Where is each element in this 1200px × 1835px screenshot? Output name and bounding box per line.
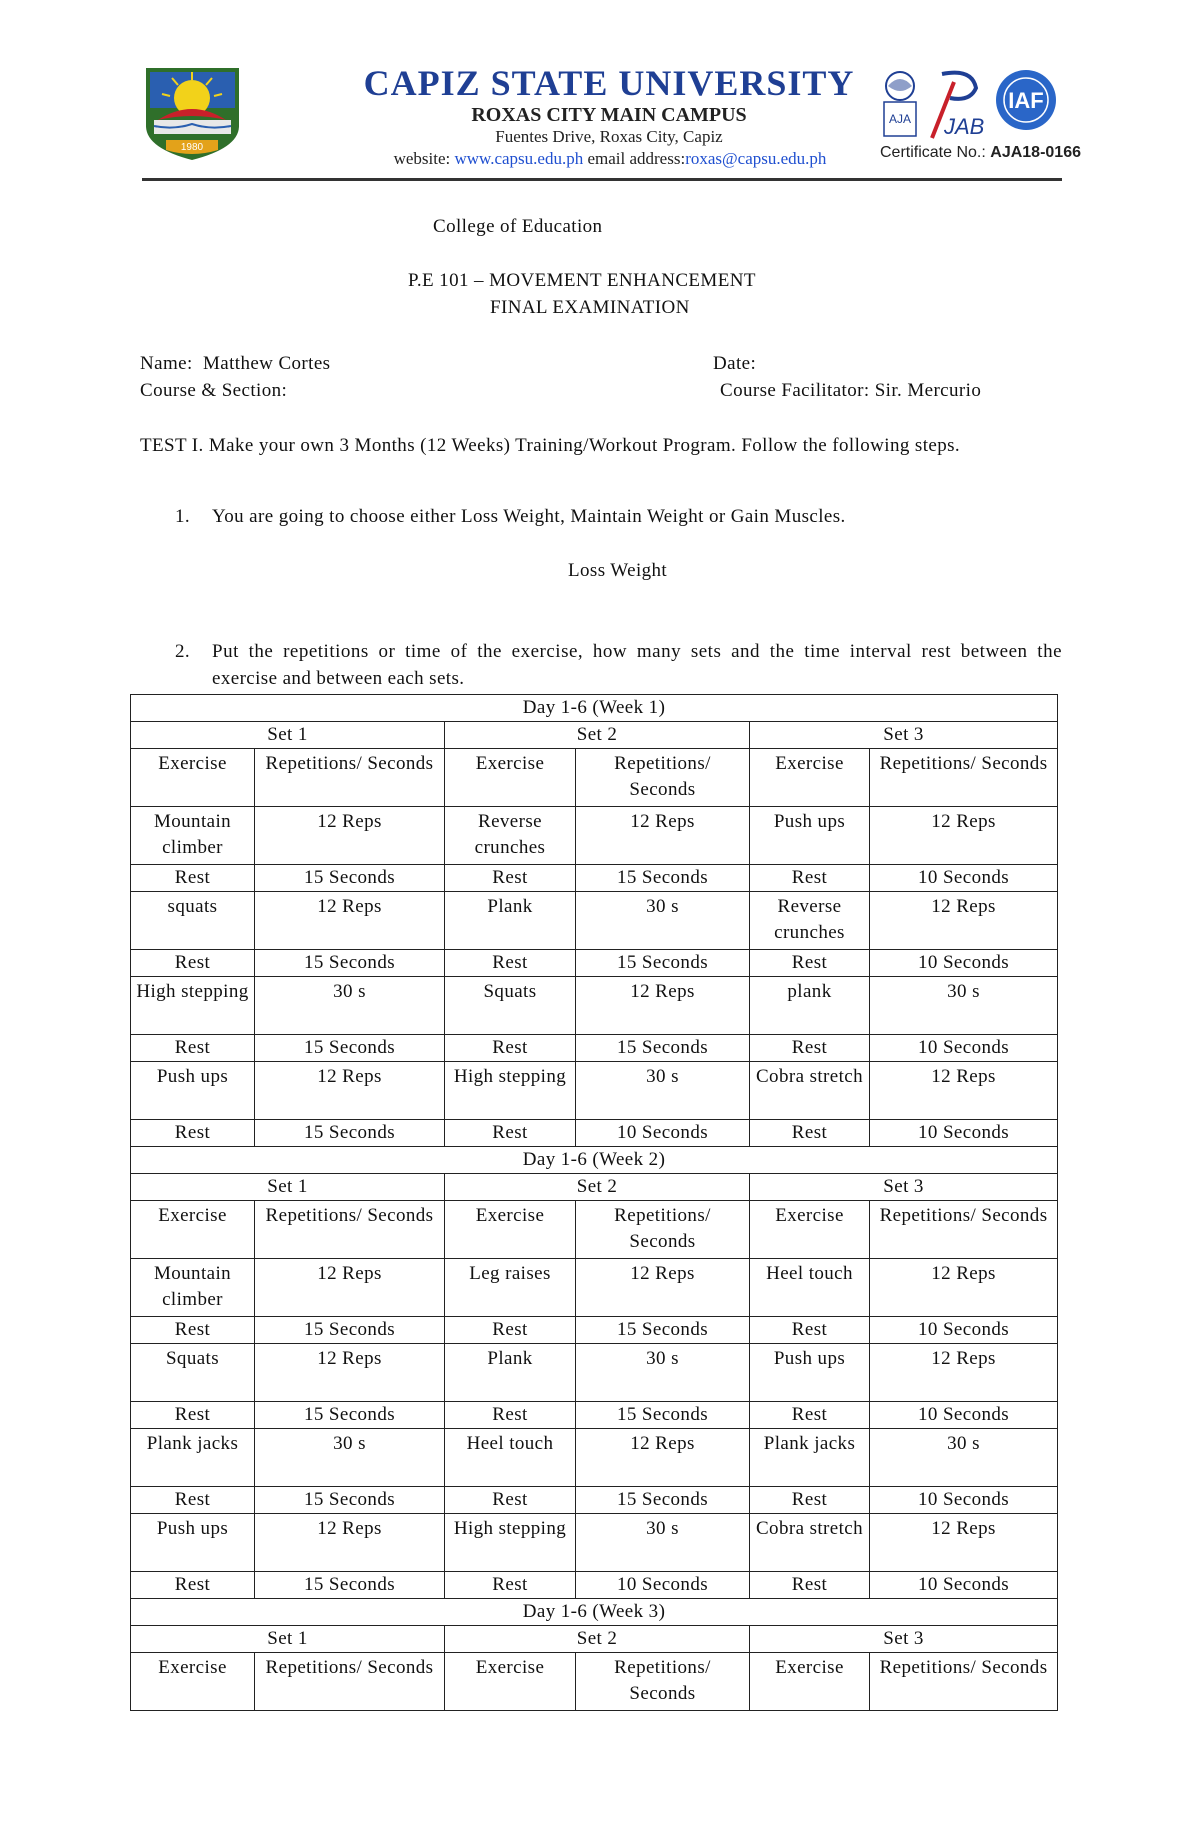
aja-logo bbox=[884, 72, 916, 136]
rest-cell: Rest bbox=[131, 950, 255, 977]
exercise-row bbox=[131, 1429, 1058, 1487]
exercise-header: Exercise bbox=[750, 749, 870, 807]
university-seal-logo bbox=[144, 68, 241, 162]
set-label: Set 2 bbox=[445, 1174, 750, 1201]
week-title: Day 1-6 (Week 3) bbox=[131, 1599, 1058, 1626]
reps-header: Repetitions/ Seconds bbox=[576, 1653, 750, 1711]
reps-cell: 12 Reps bbox=[255, 807, 445, 865]
exercise-cell: Mountain climber bbox=[131, 807, 255, 865]
exercise-cell: Cobra stretch bbox=[750, 1514, 870, 1572]
reps-cell: 12 Reps bbox=[576, 977, 750, 1035]
aja-mark: AJA bbox=[888, 112, 912, 126]
column-header-row bbox=[131, 749, 1058, 807]
reps-header: Repetitions/ Seconds bbox=[870, 1201, 1058, 1259]
reps-cell: 15 Seconds bbox=[576, 950, 750, 977]
workout-schedule-table bbox=[130, 694, 1058, 1711]
exercise-cell: Reverse crunches bbox=[445, 807, 576, 865]
reps-cell: 30 s bbox=[870, 1429, 1058, 1487]
test-instruction: TEST I. Make your own 3 Months (12 Weeks) Training/Workout Program. Follow the following steps. bbox=[140, 435, 961, 456]
rest-cell: Rest bbox=[131, 1120, 255, 1147]
reps-cell: 12 Reps bbox=[870, 1062, 1058, 1120]
week-title: Day 1-6 (Week 2) bbox=[131, 1147, 1058, 1174]
reps-cell: 15 Seconds bbox=[576, 1402, 750, 1429]
reps-cell: 12 Reps bbox=[870, 892, 1058, 950]
rest-row bbox=[131, 1402, 1058, 1429]
rest-row bbox=[131, 1035, 1058, 1062]
facilitator-line bbox=[720, 380, 981, 402]
reps-header: Repetitions/ Seconds bbox=[255, 749, 445, 807]
reps-cell: 12 Reps bbox=[576, 1429, 750, 1487]
jab-mark: JAB bbox=[944, 114, 985, 139]
reps-cell: 15 Seconds bbox=[255, 1402, 445, 1429]
exercise-cell: Heel touch bbox=[750, 1259, 870, 1317]
campus-address: Fuentes Drive, Roxas City, Capiz bbox=[495, 127, 723, 146]
reps-cell: 10 Seconds bbox=[870, 1402, 1058, 1429]
set-label: Set 2 bbox=[445, 722, 750, 749]
reps-cell: 30 s bbox=[576, 1344, 750, 1402]
exercise-header: Exercise bbox=[131, 1201, 255, 1259]
step2-text-line2: exercise and between each sets. bbox=[212, 668, 465, 689]
reps-cell: 12 Reps bbox=[576, 807, 750, 865]
step1-number: 1. bbox=[175, 506, 191, 527]
reps-header: Repetitions/ Seconds bbox=[870, 749, 1058, 807]
step2-number: 2. bbox=[175, 641, 191, 662]
set-label: Set 3 bbox=[750, 722, 1058, 749]
exercise-row bbox=[131, 892, 1058, 950]
reps-cell: 30 s bbox=[576, 892, 750, 950]
exercise-cell: plank bbox=[750, 977, 870, 1035]
exercise-cell: High stepping bbox=[445, 1514, 576, 1572]
reps-cell: 15 Seconds bbox=[255, 950, 445, 977]
exercise-cell: Cobra stretch bbox=[750, 1062, 870, 1120]
email-link[interactable]: roxas@capsu.edu.ph bbox=[685, 149, 827, 168]
reps-cell: 30 s bbox=[576, 1514, 750, 1572]
reps-cell: 15 Seconds bbox=[576, 1487, 750, 1514]
reps-cell: 10 Seconds bbox=[576, 1572, 750, 1599]
reps-cell: 12 Reps bbox=[255, 1259, 445, 1317]
set-label-row bbox=[131, 1626, 1058, 1653]
reps-cell: 10 Seconds bbox=[870, 1317, 1058, 1344]
reps-cell: 30 s bbox=[870, 977, 1058, 1035]
exercise-row bbox=[131, 1259, 1058, 1317]
step1-text: You are going to choose either Loss Weight, Maintain Weight or Gain Muscles. bbox=[212, 506, 846, 527]
exercise-row bbox=[131, 1514, 1058, 1572]
header-divider bbox=[142, 178, 1062, 181]
rest-cell: Rest bbox=[445, 1402, 576, 1429]
rest-row bbox=[131, 1120, 1058, 1147]
reps-cell: 15 Seconds bbox=[576, 865, 750, 892]
exercise-cell: High stepping bbox=[131, 977, 255, 1035]
column-header-row bbox=[131, 1653, 1058, 1711]
exercise-cell: Push ups bbox=[131, 1062, 255, 1120]
rest-cell: Rest bbox=[750, 950, 870, 977]
reps-cell: 15 Seconds bbox=[255, 1120, 445, 1147]
set-label: Set 1 bbox=[131, 1626, 445, 1653]
campus-name: ROXAS CITY MAIN CAMPUS bbox=[471, 104, 747, 126]
exercise-header: Exercise bbox=[445, 1201, 576, 1259]
exercise-row bbox=[131, 1344, 1058, 1402]
course-section-label: Course & Section: bbox=[140, 380, 288, 401]
reps-cell: 30 s bbox=[255, 1429, 445, 1487]
college-name: College of Education bbox=[433, 216, 603, 237]
exercise-cell: Leg raises bbox=[445, 1259, 576, 1317]
rest-cell: Rest bbox=[445, 1317, 576, 1344]
rest-cell: Rest bbox=[750, 1487, 870, 1514]
reps-cell: 12 Reps bbox=[870, 1259, 1058, 1317]
exercise-cell: Squats bbox=[445, 977, 576, 1035]
reps-cell: 15 Seconds bbox=[255, 1572, 445, 1599]
reps-cell: 15 Seconds bbox=[576, 1317, 750, 1344]
set-label-row bbox=[131, 722, 1058, 749]
week-title: Day 1-6 (Week 1) bbox=[131, 695, 1058, 722]
reps-cell: 30 s bbox=[576, 1062, 750, 1120]
exercise-header: Exercise bbox=[750, 1201, 870, 1259]
cert-label: Certificate No.: bbox=[880, 144, 986, 161]
reps-header: Repetitions/ Seconds bbox=[576, 749, 750, 807]
reps-cell: 12 Reps bbox=[255, 1514, 445, 1572]
exercise-cell: Push ups bbox=[750, 1344, 870, 1402]
rest-row bbox=[131, 1572, 1058, 1599]
name-value: Matthew Cortes bbox=[202, 353, 331, 374]
exercise-cell: Push ups bbox=[750, 807, 870, 865]
exam-title: FINAL EXAMINATION bbox=[490, 297, 690, 318]
exercise-cell: High stepping bbox=[445, 1062, 576, 1120]
course-title: P.E 101 – MOVEMENT ENHANCEMENT bbox=[408, 270, 756, 291]
rest-cell: Rest bbox=[445, 1035, 576, 1062]
rest-cell: Rest bbox=[750, 1035, 870, 1062]
rest-cell: Rest bbox=[131, 1317, 255, 1344]
rest-cell: Rest bbox=[750, 1572, 870, 1599]
column-header-row bbox=[131, 1201, 1058, 1259]
set-label-row bbox=[131, 1174, 1058, 1201]
set-label: Set 1 bbox=[131, 1174, 445, 1201]
reps-cell: 12 Reps bbox=[255, 1062, 445, 1120]
exercise-header: Exercise bbox=[750, 1653, 870, 1711]
reps-cell: 12 Reps bbox=[255, 892, 445, 950]
contact-line bbox=[330, 149, 890, 169]
website-label: website: bbox=[393, 149, 451, 168]
rest-cell: Rest bbox=[131, 1487, 255, 1514]
rest-cell: Rest bbox=[445, 865, 576, 892]
rest-row bbox=[131, 950, 1058, 977]
reps-cell: 12 Reps bbox=[870, 1514, 1058, 1572]
reps-cell: 12 Reps bbox=[576, 1259, 750, 1317]
reps-cell: 12 Reps bbox=[870, 1344, 1058, 1402]
reps-cell: 10 Seconds bbox=[870, 1487, 1058, 1514]
exercise-header: Exercise bbox=[131, 1653, 255, 1711]
set-label: Set 3 bbox=[750, 1626, 1058, 1653]
cert-value: AJA18-0166 bbox=[990, 144, 1081, 161]
set-label: Set 3 bbox=[750, 1174, 1058, 1201]
name-label: Name: bbox=[140, 353, 193, 374]
facilitator-label: Course Facilitator: bbox=[720, 380, 870, 401]
university-name: CAPIZ STATE UNIVERSITY bbox=[363, 63, 855, 103]
rest-cell: Rest bbox=[131, 1402, 255, 1429]
exercise-cell: Plank jacks bbox=[131, 1429, 255, 1487]
exercise-header: Exercise bbox=[445, 749, 576, 807]
exercise-cell: Heel touch bbox=[445, 1429, 576, 1487]
rest-cell: Rest bbox=[750, 865, 870, 892]
exercise-cell: Mountain climber bbox=[131, 1259, 255, 1317]
iaf-logo bbox=[996, 70, 1056, 130]
reps-cell: 12 Reps bbox=[870, 807, 1058, 865]
rest-cell: Rest bbox=[750, 1402, 870, 1429]
website-link[interactable]: www.capsu.edu.ph bbox=[454, 149, 584, 168]
set-label: Set 1 bbox=[131, 722, 445, 749]
rest-row bbox=[131, 865, 1058, 892]
reps-cell: 10 Seconds bbox=[870, 1035, 1058, 1062]
facilitator-value: Sir. Mercurio bbox=[874, 380, 982, 401]
week-title-row bbox=[131, 1599, 1058, 1626]
exercise-row bbox=[131, 1062, 1058, 1120]
reps-cell: 15 Seconds bbox=[576, 1035, 750, 1062]
reps-cell: 15 Seconds bbox=[255, 1487, 445, 1514]
rest-cell: Rest bbox=[131, 1572, 255, 1599]
rest-cell: Rest bbox=[445, 1572, 576, 1599]
rest-cell: Rest bbox=[445, 1120, 576, 1147]
reps-cell: 30 s bbox=[255, 977, 445, 1035]
set-label: Set 2 bbox=[445, 1626, 750, 1653]
exercise-cell: Plank bbox=[445, 892, 576, 950]
reps-cell: 10 Seconds bbox=[870, 865, 1058, 892]
exercise-cell: Reverse crunches bbox=[750, 892, 870, 950]
reps-cell: 10 Seconds bbox=[870, 1120, 1058, 1147]
exercise-cell: squats bbox=[131, 892, 255, 950]
certificate-number bbox=[880, 144, 1081, 162]
rest-cell: Rest bbox=[750, 1120, 870, 1147]
reps-cell: 15 Seconds bbox=[255, 1035, 445, 1062]
reps-header: Repetitions/ Seconds bbox=[576, 1201, 750, 1259]
reps-cell: 15 Seconds bbox=[255, 865, 445, 892]
week-title-row bbox=[131, 695, 1058, 722]
step2-text-line1: Put the repetitions or time of the exercise, how many sets and the time interval rest between the bbox=[212, 641, 1062, 662]
exercise-cell: Plank jacks bbox=[750, 1429, 870, 1487]
chosen-goal: Loss Weight bbox=[568, 560, 668, 581]
rest-cell: Rest bbox=[131, 1035, 255, 1062]
reps-cell: 10 Seconds bbox=[576, 1120, 750, 1147]
rest-cell: Rest bbox=[445, 1487, 576, 1514]
rest-cell: Rest bbox=[750, 1317, 870, 1344]
exercise-header: Exercise bbox=[445, 1653, 576, 1711]
rest-cell: Rest bbox=[445, 950, 576, 977]
reps-cell: 10 Seconds bbox=[870, 1572, 1058, 1599]
week-title-row bbox=[131, 1147, 1058, 1174]
reps-cell: 15 Seconds bbox=[255, 1317, 445, 1344]
date-label: Date: bbox=[713, 353, 757, 374]
reps-header: Repetitions/ Seconds bbox=[870, 1653, 1058, 1711]
email-label: email address: bbox=[587, 149, 686, 168]
exercise-row bbox=[131, 977, 1058, 1035]
rest-cell: Rest bbox=[131, 865, 255, 892]
exercise-cell: Squats bbox=[131, 1344, 255, 1402]
reps-cell: 12 Reps bbox=[255, 1344, 445, 1402]
iaf-mark: IAF bbox=[1008, 88, 1044, 113]
rest-row bbox=[131, 1487, 1058, 1514]
exercise-header: Exercise bbox=[131, 749, 255, 807]
rest-row bbox=[131, 1317, 1058, 1344]
exercise-cell: Push ups bbox=[131, 1514, 255, 1572]
seal-year: 1980 bbox=[180, 142, 204, 153]
reps-header: Repetitions/ Seconds bbox=[255, 1201, 445, 1259]
name-line bbox=[140, 353, 330, 375]
jab-logo bbox=[932, 73, 984, 139]
exercise-row bbox=[131, 807, 1058, 865]
reps-cell: 10 Seconds bbox=[870, 950, 1058, 977]
exercise-cell: Plank bbox=[445, 1344, 576, 1402]
reps-header: Repetitions/ Seconds bbox=[255, 1653, 445, 1711]
